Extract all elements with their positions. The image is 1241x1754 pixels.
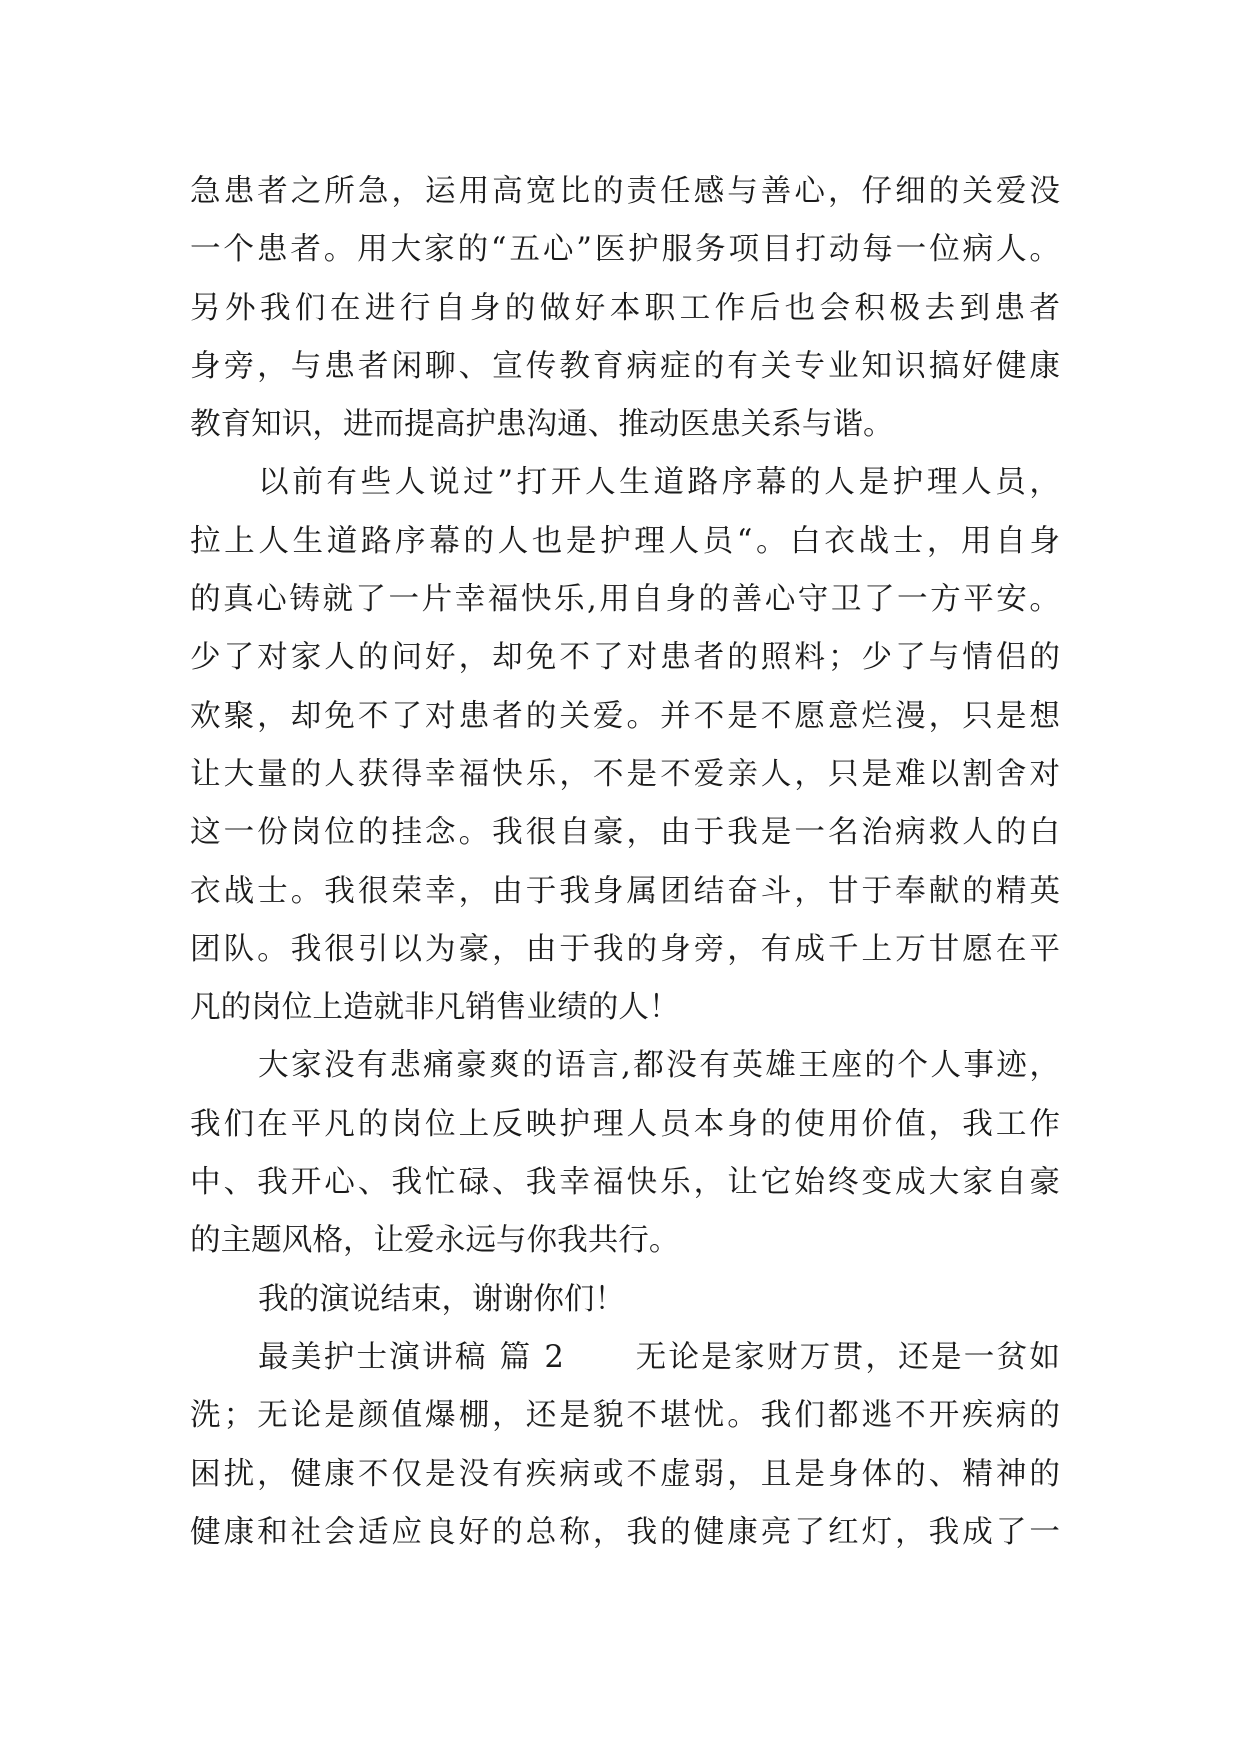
document-body	[190, 163, 1060, 1562]
text-line: 这一份岗位的挂念。我很自豪，由于我是一名治病救人的白	[190, 815, 1060, 851]
text-line: 身旁，与患者闲聊、宣传教育病症的有关专业知识搞好健康	[190, 348, 1060, 384]
text-line: 另外我们在进行自身的做好本职工作后也会积极去到患者	[190, 290, 1060, 326]
text-line: 的主题风格，让爱永远与你我共行。	[190, 1223, 680, 1259]
text-line: 我们在平凡的岗位上反映护理人员本身的使用价值，我工作	[190, 1106, 1060, 1142]
text-line: 凡的岗位上造就非凡销售业绩的人！	[190, 990, 680, 1026]
text-line: 少了对家人的问好，却免不了对患者的照料；少了与情侣的	[190, 640, 1060, 676]
text-line: 中、我开心、我忙碌、我幸福快乐，让它始终变成大家自豪	[190, 1165, 1060, 1201]
text-line: 洗；无论是颜值爆棚，还是貌不堪忧。我们都逃不开疾病的	[190, 1398, 1060, 1434]
text-line: 急患者之所急，运用高宽比的责任感与善心，仔细的关爱没	[190, 174, 1060, 209]
text-line: 的真心铸就了一片幸福快乐,用自身的善心守卫了一方平安。	[190, 582, 1060, 618]
text-line: 欢聚，却免不了对患者的关爱。并不是不愿意烂漫，只是想	[190, 698, 1060, 734]
text-line: 让大量的人获得幸福快乐，不是不爱亲人，只是难以割舍对	[190, 756, 1060, 792]
paragraph-first-line: 以前有些人说过”打开人生道路序幕的人是护理人员，	[258, 465, 1060, 501]
text-line: 健康和社会适应良好的总称，我的健康亮了红灯，我成了一	[190, 1514, 1060, 1550]
paragraph-first-line: 我的演说结束，谢谢你们！	[258, 1281, 626, 1317]
text-line: 衣战士。我很荣幸，由于我身属团结奋斗，甘于奉献的精英	[190, 873, 1060, 909]
text-line: 团队。我很引以为豪，由于我的身旁，有成千上万甘愿在平	[190, 931, 1060, 967]
text-line: 困扰，健康不仅是没有疾病或不虚弱，且是身体的、精神的	[190, 1456, 1060, 1492]
text-line: 教育知识，进而提高护患沟通、推动医患关系与谐。	[190, 407, 894, 443]
paragraph-first-line: 大家没有悲痛豪爽的语言,都没有英雄王座的个人事迹，	[258, 1048, 1060, 1084]
text-line: 一个患者。用大家的“五心”医护服务项目打动每一位病人。	[190, 232, 1060, 268]
text-line: 拉上人生道路序幕的人也是护理人员“。白衣战士，用自身	[190, 523, 1060, 559]
section-heading-line: 最美护士演讲稿 篇 2 无论是家财万贯，还是一贫如	[258, 1339, 1060, 1375]
